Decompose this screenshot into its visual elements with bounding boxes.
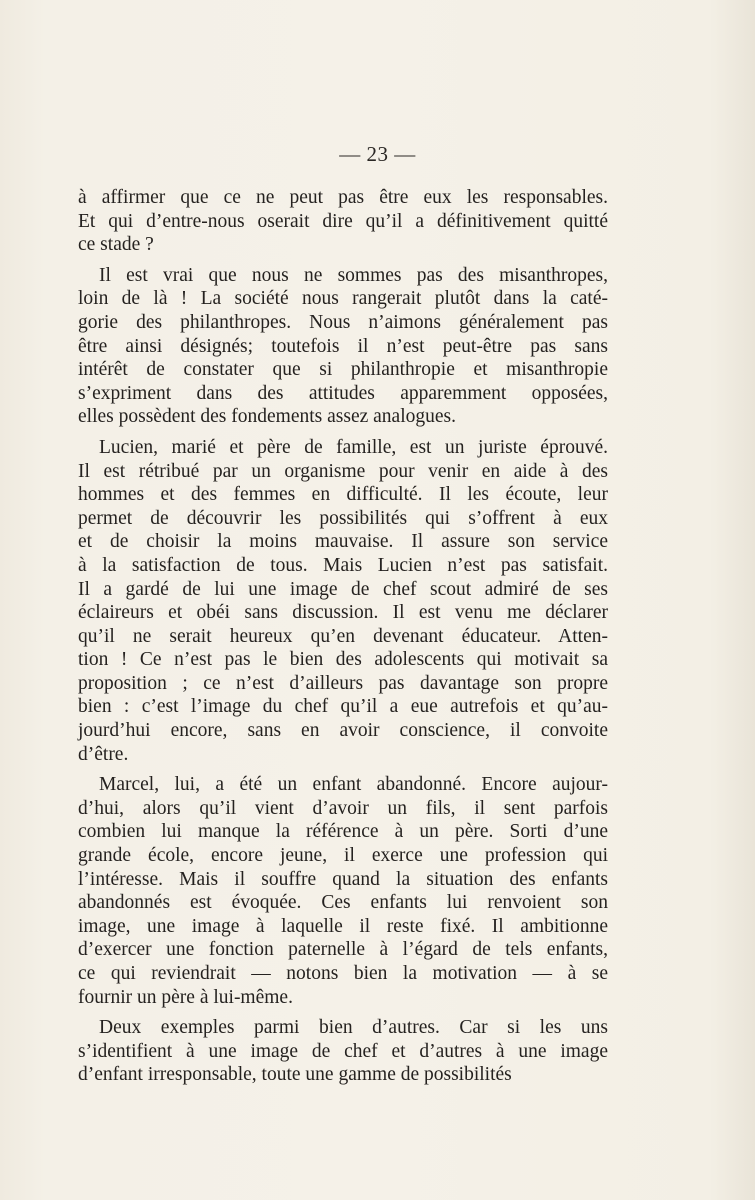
text-line: grande école, encore jeune, il exerce une profession qui (78, 845, 608, 867)
text-line: intérêt de constater que si philanthropie et misanthropie (78, 359, 608, 381)
text-line: image, une image à laquelle il reste fixé. Il ambitionne (78, 915, 608, 937)
page-number: — 23 — (339, 142, 416, 166)
text-line: fournir un père à lui-même. (78, 986, 293, 1008)
text-line: l’intéresse. Mais il souffre quand la situation des enfants (78, 868, 608, 890)
paragraph (78, 186, 608, 257)
text-line: Marcel, lui, a été un enfant abandonné. Encore aujour- (99, 774, 608, 796)
text-line: abandonnés est évoquée. Ces enfants lui renvoient son (78, 892, 608, 914)
text-line: elles possèdent des fondements assez analogues. (78, 406, 456, 428)
text-line: permet de découvrir les possibilités qui s’offrent à eux (78, 507, 608, 529)
text-line: et de choisir la moins mauvaise. Il assure son service (78, 531, 608, 553)
text-line: ce stade ? (78, 234, 154, 256)
text-line: d’être. (78, 743, 129, 765)
paragraph (78, 264, 608, 429)
text-line: bien : c’est l’image du chef qu’il a eue autrefois et qu’au- (78, 696, 608, 718)
text-line: d’enfant irresponsable, toute une gamme de possibilités (78, 1064, 512, 1086)
text-line: éclaireurs et obéi sans discussion. Il est venu me déclarer (78, 602, 608, 624)
text-line: Il a gardé de lui une image de chef scout admiré de ses (78, 578, 608, 600)
text-line: Et qui d’entre-nous oserait dire qu’il a définitivement quitté (78, 210, 608, 232)
text-line: Il est vrai que nous ne sommes pas des misanthropes, (99, 264, 608, 286)
text-line: combien lui manque la référence à un père. Sorti d’une (78, 821, 608, 843)
text-line: Il est rétribué par un organisme pour venir en aide à des (78, 460, 608, 482)
text-line: qu’il ne serait heureux qu’en devenant éducateur. Atten- (78, 625, 608, 647)
text-line: loin de là ! La société nous rangerait plutôt dans la caté- (78, 288, 608, 310)
text-line: Deux exemples parmi bien d’autres. Car si les uns (99, 1017, 608, 1039)
text-line: gorie des philanthropes. Nous n’aimons généralement pas (78, 311, 608, 333)
text-line: d’exercer une fonction paternelle à l’égard de tels enfants, (78, 939, 608, 961)
paragraph (78, 773, 608, 1009)
paragraph (78, 436, 608, 766)
body-text (78, 186, 608, 1094)
text-line: hommes et des femmes en difficulté. Il les écoute, leur (78, 484, 608, 506)
text-line: tion ! Ce n’est pas le bien des adolescents qui motivait sa (78, 649, 608, 671)
text-line: proposition ; ce n’est d’ailleurs pas davantage son propre (78, 672, 608, 694)
text-line: Lucien, marié et père de famille, est un juriste éprouvé. (99, 436, 608, 458)
text-line: s’expriment dans des attitudes apparemment opposées, (78, 382, 608, 404)
text-line: être ainsi désignés; toutefois il n’est peut-être pas sans (78, 335, 608, 357)
text-line: à affirmer que ce ne peut pas être eux les responsables. (78, 187, 608, 208)
text-line: jourd’hui encore, sans en avoir conscience, il convoite (78, 720, 608, 742)
text-line: ce qui reviendrait — notons bien la motivation — à se (78, 963, 608, 984)
text-line: s’identifient à une image de chef et d’autres à une image (78, 1040, 608, 1062)
text-line: à la satisfaction de tous. Mais Lucien n’est pas satisfait. (78, 554, 608, 576)
text-line: d’hui, alors qu’il vient d’avoir un fils, il sent parfois (78, 797, 608, 819)
paragraph (78, 1016, 608, 1087)
